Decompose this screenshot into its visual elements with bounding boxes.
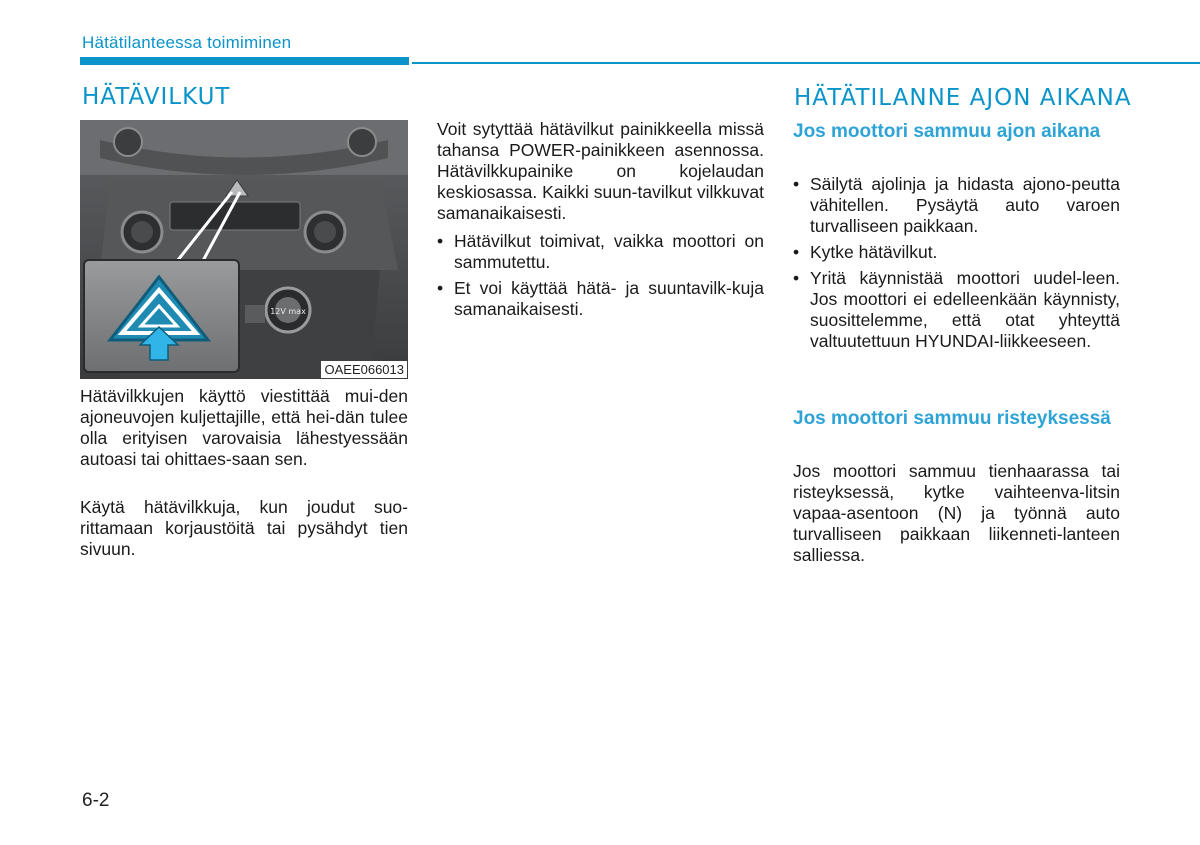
list-item: • Hätävilkut toimivat, vaikka moottori on sammutettu. — [437, 231, 764, 273]
list-item: • Yritä käynnistää moottori uudel-leen. Jos moottori ei edelleenkään käynnisty, suosittelemme, että otat yhteyttä valtuutettuun HYUNDAI-liikkeeseen. — [793, 268, 1120, 352]
list-item: • Kytke hätävilkut. — [793, 242, 1120, 263]
middle-bullet-list — [437, 231, 764, 325]
running-header: Hätätilanteessa toimiminen — [82, 33, 292, 52]
list-item: • Säilytä ajolinja ja hidasta ajono-peutta vähitellen. Pysäytä auto varoen turvalliseen paikkaan. — [793, 174, 1120, 237]
subheading-engine-stops-while-driving: Jos moottori sammuu ajon aikana — [793, 121, 1101, 142]
middle-intro-paragraph: Voit sytyttää hätävilkut painikkeella missä tahansa POWER-painikkeen asennossa. Hätävilkkupainike on kojelaudan keskiosassa. Kaikki suun-tavilkut vilkkuvat samanaikaisesti. — [437, 119, 764, 223]
section-heading-emergency-while-driving: HÄTÄTILANNE AJON AIKANA — [794, 85, 1132, 111]
list-item: • Et voi käyttää hätä- ja suuntavilk-kuja samanaikaisesti. — [437, 278, 764, 320]
figure-code: OAEE066013 — [321, 361, 407, 378]
hazard-button-illustration — [80, 120, 408, 379]
right-paragraph: Jos moottori sammuu tienhaarassa tai risteyksessä, kytke vaihteenva-litsin vapaa-asentoon (N) ja työnnä auto turvalliseen paikkaan liikenneti-lanteen salliessa. — [793, 461, 1120, 565]
header-bar-thick — [80, 57, 409, 65]
power-outlet-label: 12V max — [270, 307, 306, 316]
left-paragraph-2: Käytä hätävilkkuja, kun joudut suo-rittamaan korjaustöitä tai pysähdyt tien sivuun. — [80, 497, 408, 559]
right-bullet-list — [793, 174, 1120, 357]
subheading-engine-stops-at-intersection: Jos moottori sammuu risteyksessä — [793, 408, 1111, 429]
header-bar-thin — [412, 62, 1200, 64]
page-number: 6-2 — [82, 790, 110, 811]
section-heading-hazard-lights: HÄTÄVILKUT — [82, 84, 231, 110]
left-paragraph-1: Hätävilkkujen käyttö viestittää mui-den ajoneuvojen kuljettajille, että hei-dän tulee olla erityisen varovaisia lähestyessään autoasi tai ohittaes-saan sen. — [80, 386, 408, 469]
